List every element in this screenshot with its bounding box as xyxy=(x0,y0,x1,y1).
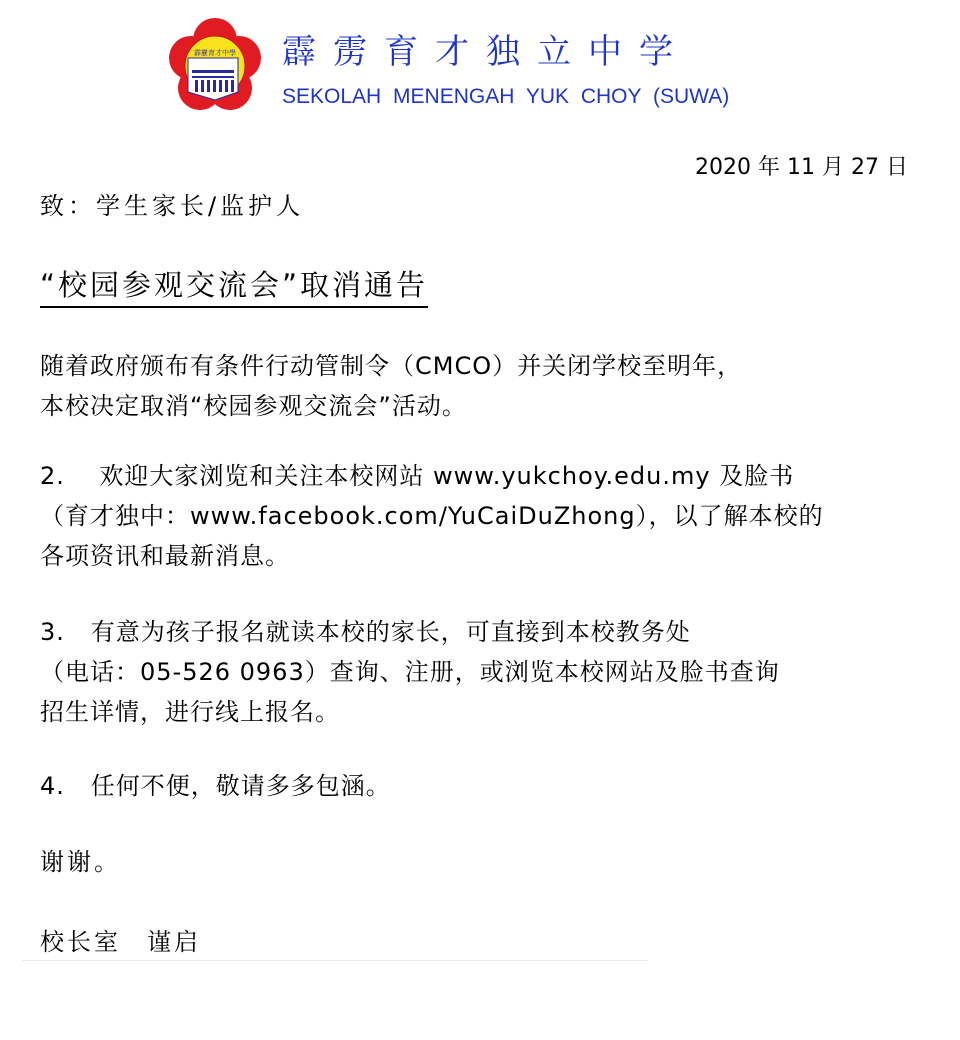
paragraph-line: 4. 任何不便，敬请多多包涵。 xyxy=(40,772,391,800)
notice-title: “校园参观交流会”取消通告 xyxy=(40,266,428,308)
salutation: 致：学生家长/监护人 xyxy=(40,192,305,220)
closing-thanks: 谢谢。 xyxy=(40,848,121,876)
paragraph-line: 本校决定取消“校园参观交流会”活动。 xyxy=(40,392,467,420)
divider xyxy=(22,960,648,961)
paragraph-line: 3. 有意为孩子报名就读本校的家长，可直接到本校教务处 xyxy=(40,618,691,646)
paragraph-line: 2. 欢迎大家浏览和关注本校网站 www.yukchoy.edu.my 及脸书 xyxy=(40,462,795,490)
logo-lettering: 霹靂育才中學 xyxy=(194,49,236,57)
paragraph-4 xyxy=(40,766,910,806)
school-name-english: SEKOLAH MENENGAH YUK CHOY (SUWA) xyxy=(282,85,730,108)
paragraph-line: 招生详情，进行线上报名。 xyxy=(40,698,340,726)
paragraph-line: （育才独中：www.facebook.com/YuCaiDuZhong），以了解本校的 xyxy=(40,502,824,530)
paragraph-line: 各项资讯和最新消息。 xyxy=(40,542,290,570)
signoff-phrase: 谨启 xyxy=(147,928,201,956)
letterhead xyxy=(168,18,788,112)
paragraph-line: 随着政府颁布有条件行动管制令（CMCO）并关闭学校至明年， xyxy=(40,352,743,380)
signoff xyxy=(40,922,201,957)
letter-date: 2020 年 11 月 27 日 xyxy=(695,155,908,180)
paragraph-3 xyxy=(40,612,910,732)
paragraph-1 xyxy=(40,346,910,426)
paragraph-2 xyxy=(40,456,910,576)
signoff-office: 校长室 xyxy=(40,928,121,956)
paragraph-line: （电话：05-526 0963）查询、注册，或浏览本校网站及脸书查询 xyxy=(40,658,780,686)
school-logo xyxy=(168,18,262,112)
school-name-chinese: 霹雳育才独立中学 xyxy=(282,32,690,72)
